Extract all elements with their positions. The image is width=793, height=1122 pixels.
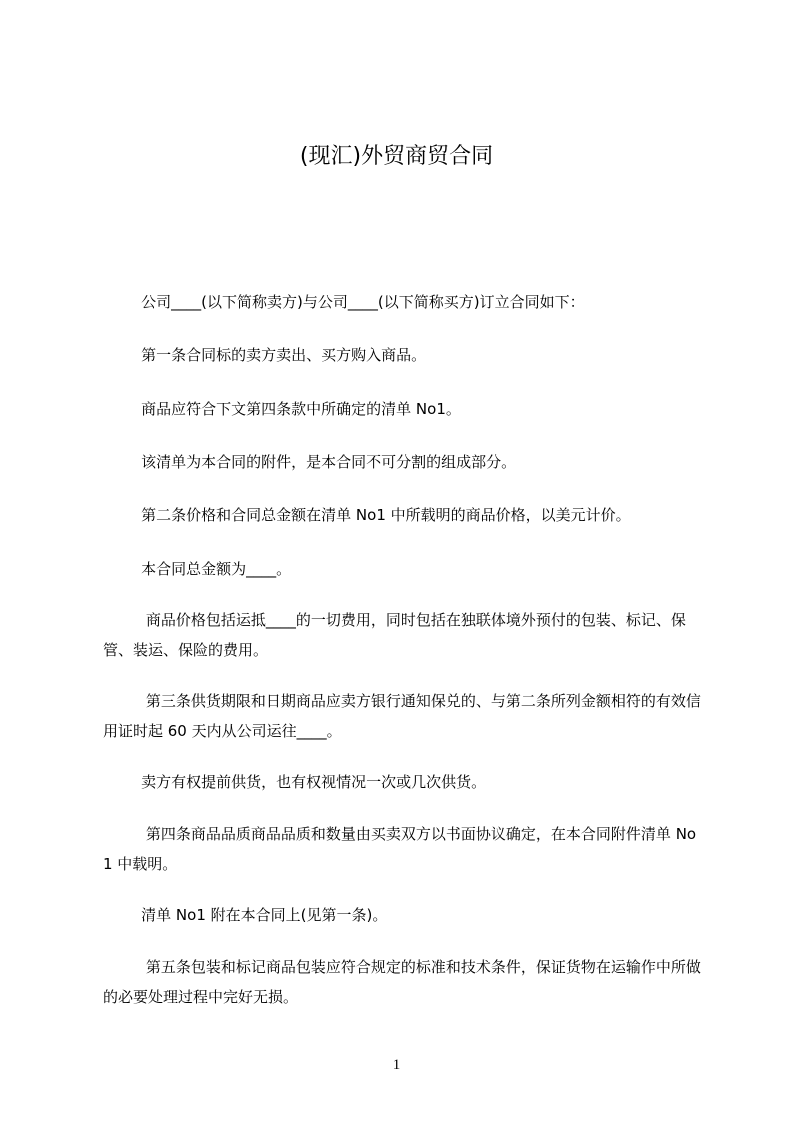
paragraph-parties: 公司____(以下简称卖方)与公司____(以下简称买方)订立合同如下： <box>103 293 585 311</box>
document-title: (现汇)外贸商贸合同 <box>299 144 494 169</box>
paragraph-goods-list: 商品应符合下文第四条款中所确定的清单 No1。 <box>103 400 461 418</box>
paragraph-price-includes: 商品价格包括运抵____的一切费用，同时包括在独联体境外预付的包装、标记、保管、装运、保险的费用。 <box>103 611 686 659</box>
paragraph-article-3: 第三条供货期限和日期商品应卖方银行通知保兑的、与第二条所列金额相符的有效信用证时起 60 天内从公司运往____。 <box>103 692 701 740</box>
page-number: 1 <box>392 1057 401 1073</box>
paragraph-annex: 该清单为本合同的附件，是本合同不可分割的组成部分。 <box>103 453 517 471</box>
paragraph-list-attached: 清单 No1 附在本合同上(见第一条)。 <box>103 906 388 924</box>
paragraph-early-delivery: 卖方有权提前供货，也有权视情况一次或几次供货。 <box>103 773 487 791</box>
paragraph-article-1: 第一条合同标的卖方卖出、买方购入商品。 <box>103 346 427 364</box>
paragraph-article-4: 第四条商品品质商品品质和数量由买卖双方以书面协议确定，在本合同附件清单 No1 中载明。 <box>103 825 697 873</box>
paragraph-article-2: 第二条价格和合同总金额在清单 No1 中所载明的商品价格，以美元计价。 <box>103 506 631 524</box>
paragraph-total-amount: 本合同总金额为____。 <box>103 560 292 578</box>
paragraph-article-5: 第五条包装和标记商品包装应符合规定的标准和技术条件，保证货物在运输作中所做的必要处理过程中完好无损。 <box>103 958 701 1006</box>
